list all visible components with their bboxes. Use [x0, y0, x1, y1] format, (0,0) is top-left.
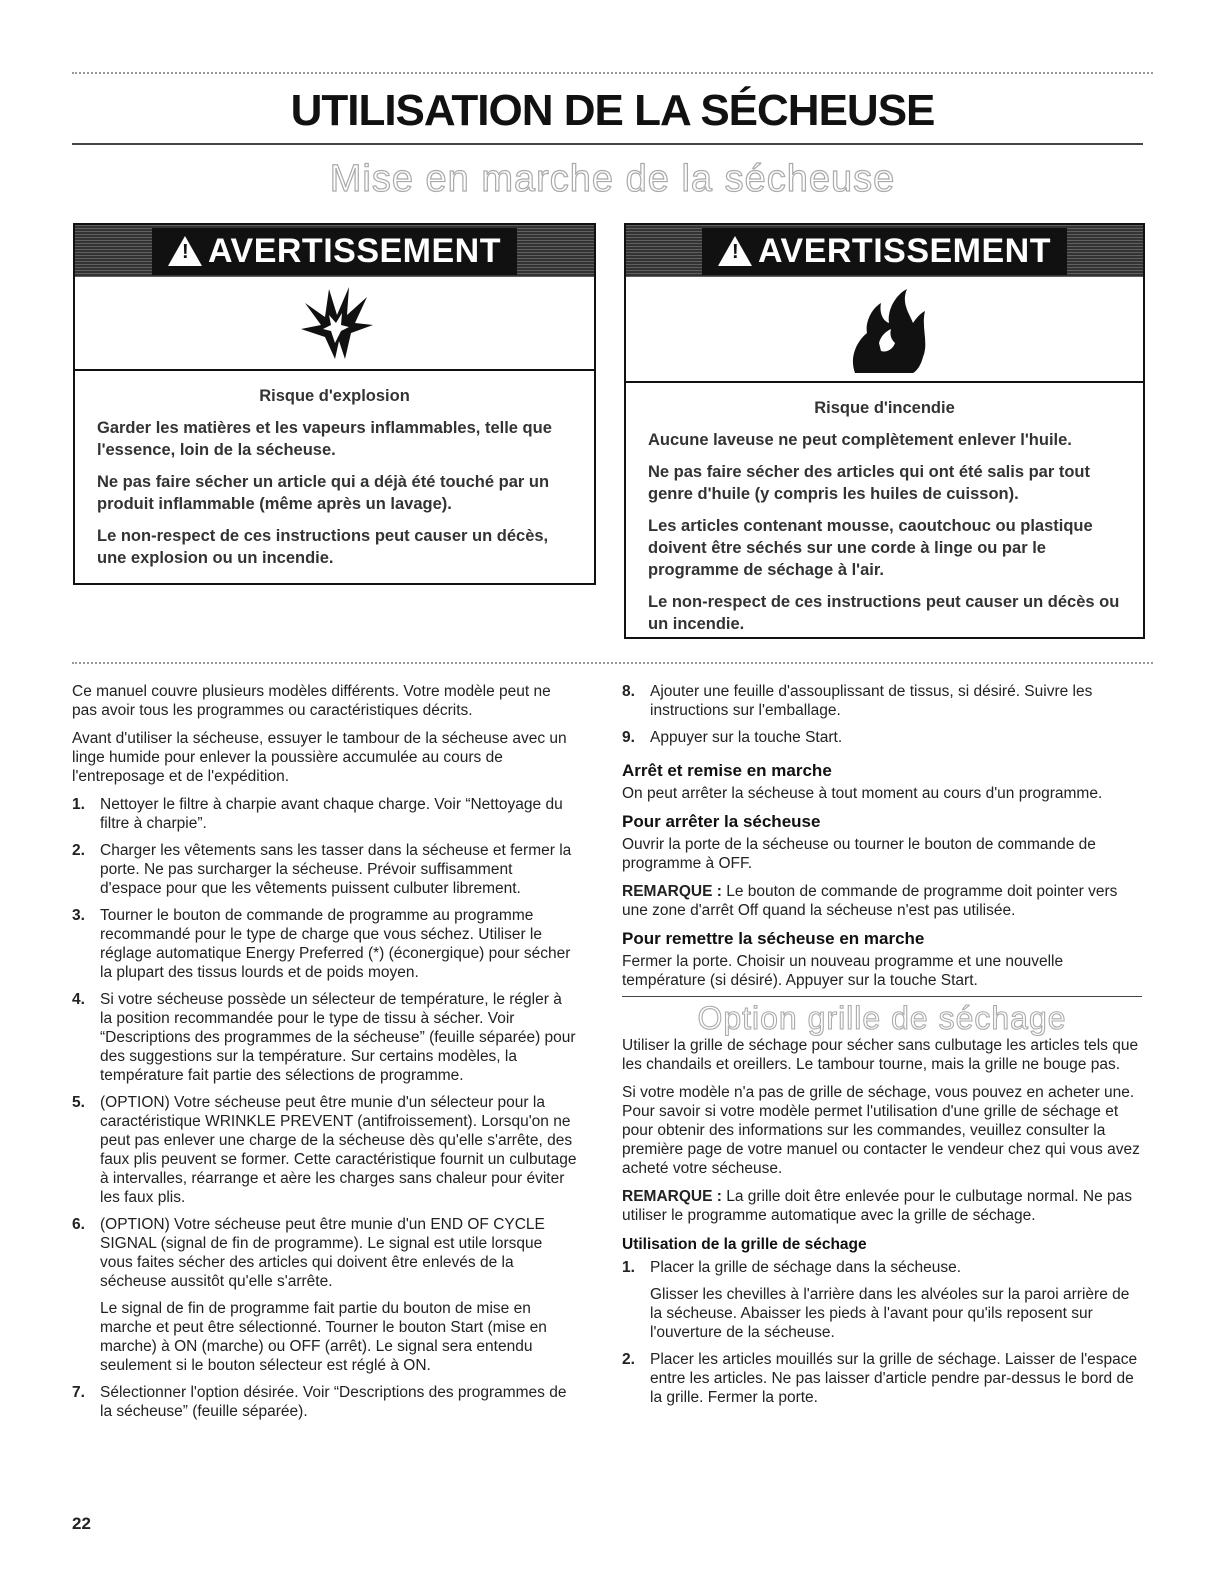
list-item [72, 1383, 577, 1421]
note-paragraph [622, 1187, 1142, 1225]
subheading-rack-use: Utilisation de la grille de séchage [622, 1236, 867, 1253]
step-number: 1. [622, 1259, 635, 1276]
body-text: On peut arrêter la sécheuse à tout moment au cours d'un programme. [622, 785, 1103, 802]
note-label: REMARQUE : [622, 1188, 722, 1205]
warning-banner-label: AVERTISSEMENT [757, 231, 1051, 270]
step-number: 7. [72, 1384, 85, 1401]
list-item [622, 728, 1142, 747]
title-rule [72, 143, 1143, 145]
intro-paragraph: Ce manuel couvre plusieurs modèles différents. Votre modèle peut ne pas avoir tous les programmes ou caractéristiques décrits. [72, 683, 551, 719]
list-item [72, 841, 577, 898]
fire-icon-area [626, 277, 1143, 383]
list-item [622, 682, 1142, 720]
step-text: Charger les vêtements sans les tasser dans la sécheuse et fermer la porte. Ne pas surcharger la sécheuse. Prévoir suffisamment d'espace pour que les vêtements puissent culbuter librement. [100, 842, 572, 897]
warning-heading: Risque d'incendie [814, 399, 955, 417]
explosion-icon-area [75, 277, 594, 371]
warning-triangle-icon: ! [168, 236, 202, 266]
list-item [72, 906, 577, 982]
step-text: Placer la grille de séchage dans la sécheuse. [650, 1259, 962, 1276]
body-text: Utiliser la grille de séchage pour sécher sans culbutage les articles tels que les chandails et oreillers. Le tambour tourne, mais la grille ne bouge pas. [622, 1037, 1139, 1073]
subheading-stop: Pour arrêter la sécheuse [622, 812, 821, 831]
step-text: Appuyer sur la touche Start. [650, 729, 843, 746]
step-number: 2. [72, 842, 85, 859]
instruction-list [72, 795, 577, 1421]
content-dotted-divider [72, 662, 1153, 664]
step-number: 3. [72, 907, 85, 924]
intro-paragraph: Avant d'utiliser la sécheuse, essuyer le tambour de la sécheuse avec un linge humide pour enlever la poussière accumulée au cours de l'entreposage et de l'expédition. [72, 730, 567, 785]
warning-triangle-icon: ! [718, 236, 752, 266]
list-item [622, 1258, 1142, 1342]
step-number: 5. [72, 1094, 85, 1111]
list-item [72, 1215, 577, 1375]
note-label: REMARQUE : [622, 883, 722, 900]
warning-text: Garder les matières et les vapeurs inflammables, telle que l'essence, loin de la sécheuse. [97, 419, 552, 459]
section-subtitle: Mise en marche de la sécheuse [329, 158, 896, 200]
warning-box-explosion [73, 223, 596, 585]
step-text: (OPTION) Votre sécheuse peut être munie d'un END OF CYCLE SIGNAL (signal de fin de programme). Le signal est utile lorsque vous faites sécher des articles qui doivent être enlevés de la sécheuse aussitôt qu'elle s'arrête. [100, 1216, 545, 1290]
warning-text: Ne pas faire sécher un article qui a déjà été touché par un produit inflammable (même après un lavage). [97, 473, 550, 513]
list-item [72, 795, 577, 833]
step-number: 4. [72, 991, 85, 1008]
warning-text: Le non-respect de ces instructions peut causer un décès ou un incendie. [648, 593, 1120, 633]
warning-banner [75, 225, 594, 277]
instruction-list-continued [622, 682, 1142, 747]
step-number: 6. [72, 1216, 85, 1233]
fire-icon [837, 283, 933, 375]
explosion-icon [295, 285, 375, 361]
list-item [72, 1093, 577, 1207]
step-text: Glisser les chevilles à l'arrière dans les alvéoles sur la paroi arrière de la sécheuse. Abaisser les pieds à l'avant pour qu'ils reposent sur l'ouverture de la sécheuse. [650, 1286, 1130, 1341]
body-text: Ouvrir la porte de la sécheuse ou tourner le bouton de commande de programme à OFF. [622, 836, 1096, 872]
warning-heading: Risque d'explosion [259, 387, 410, 405]
top-dotted-divider [72, 72, 1153, 74]
right-column [622, 682, 1142, 1415]
step-text: Placer les articles mouillés sur la grille de séchage. Laisser de l'espace entre les articles. Ne pas laisser d'article pendre par-dessus le bord de la grille. Fermer la porte. [650, 1351, 1138, 1406]
left-column [72, 682, 577, 1429]
page-number: 22 [72, 1514, 91, 1533]
step-number: 1. [72, 796, 85, 813]
warning-box-fire [624, 223, 1145, 639]
rack-instruction-list [622, 1258, 1142, 1407]
note-text: Le bouton de commande de programme doit pointer vers une zone d'arrêt Off quand la sécheuse n'est pas utilisée. [622, 883, 1118, 919]
page-title: UTILISATION DE LA SÉCHEUSE [290, 86, 935, 135]
warning-banner [626, 225, 1143, 277]
step-text: Si votre sécheuse possède un sélecteur de température, le régler à la position recommandée pour le type de tissu à sécher. Voir “Descriptions des programmes de la sécheuse” (feuille séparée) pour des suggestions sur la température. Sur certains modèles, la température fait partie des sélections de programme. [100, 991, 576, 1084]
step-text: Sélectionner l'option désirée. Voir “Descriptions des programmes de la sécheuse” (feuille séparée). [100, 1384, 567, 1420]
step-number: 8. [622, 683, 635, 700]
list-item [72, 990, 577, 1085]
step-number: 9. [622, 729, 635, 746]
step-text: Le signal de fin de programme fait partie du bouton de mise en marche et peut être sélectionné. Tourner le bouton Start (mise en marche) à ON (marche) ou OFF (arrêt). Le signal sera entendu seulement si le bouton sélecteur est réglé à ON. [100, 1300, 547, 1374]
section-title-drying-rack: Option grille de séchage [697, 1000, 1067, 1036]
warning-text: Aucune laveuse ne peut complètement enlever l'huile. [648, 431, 1072, 449]
step-text: Ajouter une feuille d'assouplissant de tissus, si désiré. Suivre les instructions sur l'emballage. [650, 683, 1093, 719]
warning-text: Ne pas faire sécher des articles qui ont été salis par tout genre d'huile (y compris les huiles de cuisson). [648, 463, 1090, 503]
step-number: 2. [622, 1351, 635, 1368]
note-text: La grille doit être enlevée pour le culbutage normal. Ne pas utiliser le programme automatique avec la grille de séchage. [622, 1188, 1133, 1224]
warning-text: Le non-respect de ces instructions peut causer un décès, une explosion ou un incendie. [97, 527, 549, 567]
section-rule [622, 996, 1142, 997]
warning-text: Les articles contenant mousse, caoutchouc ou plastique doivent être séchés sur une corde à linge ou par le programme de séchage à l'air. [648, 517, 1093, 579]
warning-banner-label: AVERTISSEMENT [207, 231, 501, 270]
step-text: Tourner le bouton de commande de programme au programme recommandé pour le type de charge que vous séchez. Utiliser le réglage automatique Energy Preferred (*) (éconergique) pour sécher la plupart des tissus lourds et de poids moyen. [100, 907, 571, 981]
step-text: Nettoyer le filtre à charpie avant chaque charge. Voir “Nettoyage du filtre à charpie”. [100, 796, 563, 832]
subheading-restart: Pour remettre la sécheuse en marche [622, 929, 925, 948]
section-heading-stop-restart: Arrêt et remise en marche [622, 761, 832, 780]
body-text: Si votre modèle n'a pas de grille de séchage, vous pouvez en acheter une. Pour savoir si votre modèle permet l'utilisation d'une grille de séchage et pour obtenir des informations sur les commandes, veuillez consulter la première page de votre manuel ou contacter le vendeur chez qui vous avez acheté votre sécheuse. [622, 1084, 1140, 1177]
list-item [622, 1350, 1142, 1407]
step-text: (OPTION) Votre sécheuse peut être munie d'un sélecteur pour la caractéristique WRINKLE PREVENT (antifroissement). Lorsqu'on ne peut pas enlever une charge de la sécheuse dès qu'elle s'arrête, des faux plis peuvent se former. Cette caractéristique fournit un culbutage à intervalles, réarrange et aère les charges sans chaleur pour éviter les faux plis. [100, 1094, 577, 1206]
note-paragraph [622, 882, 1142, 920]
body-text: Fermer la porte. Choisir un nouveau programme et une nouvelle température (si désiré). Appuyer sur la touche Start. [622, 953, 1064, 989]
